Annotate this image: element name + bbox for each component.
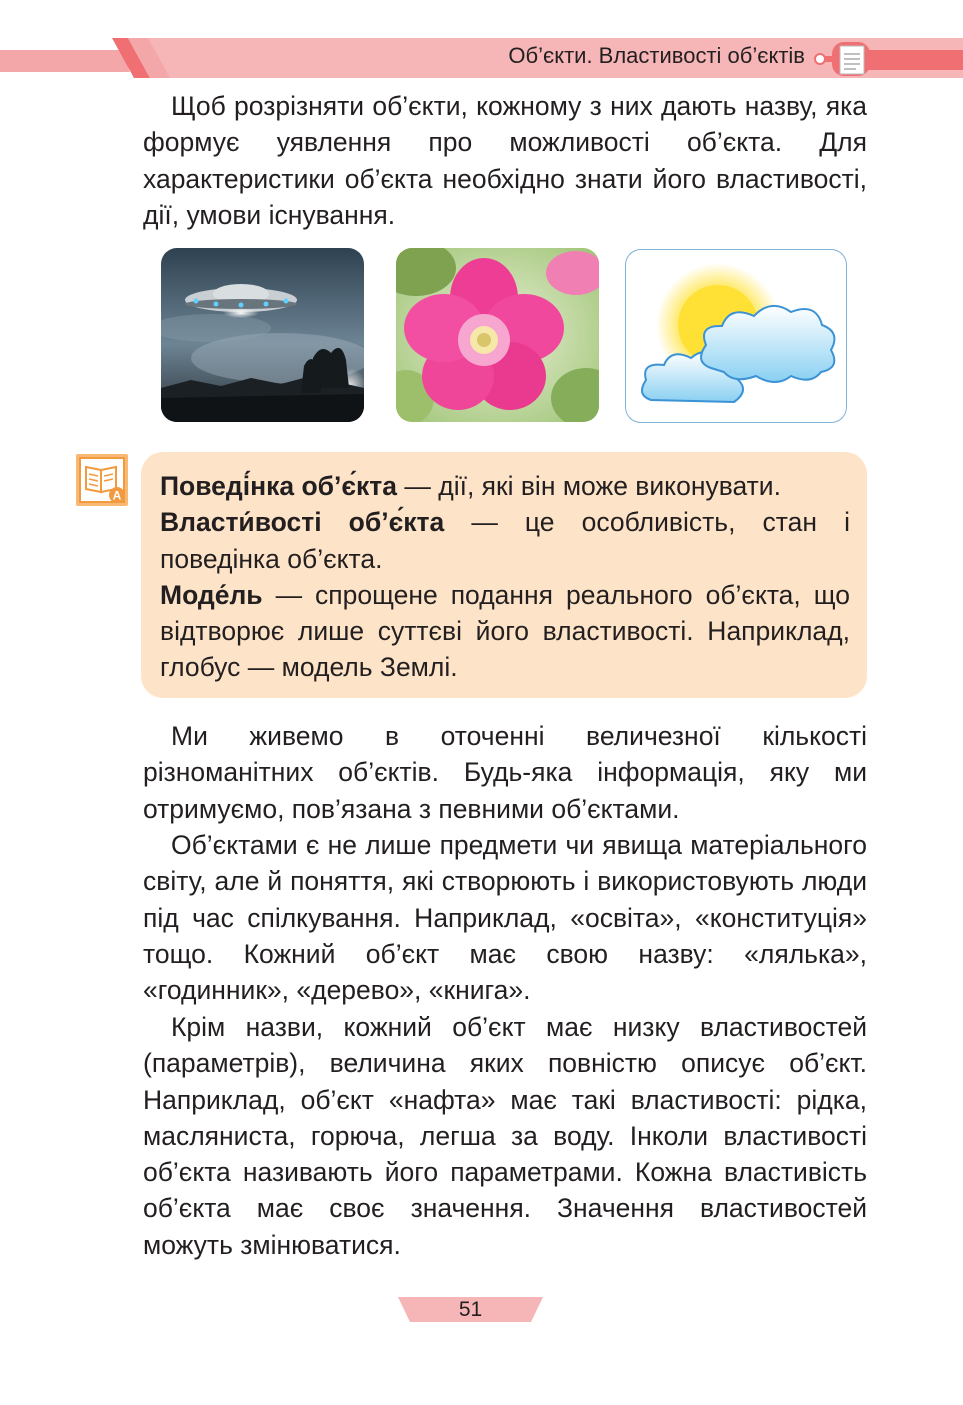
definition-item [160,504,850,577]
svg-text:A: A [112,488,122,503]
body-paragraph: Об’єктами є не лише предмети чи явища матеріального світу, але й поняття, які створюють і використовують люди під час спілкування. Наприклад, «освіта», «конституція» тощо. Кожний об’єкт має свою назву: «лялька», «годинник», «дерево», «книга». [143,830,867,1006]
ufo-photo [161,248,364,422]
definition-term: Власти́вості об’є́кта [160,507,445,538]
sun-clouds-icon [626,250,846,422]
flower-photo [396,248,599,422]
intro-paragraph: Щоб розрізняти об’єкти, кожному з них дають назву, яка формує уявлення про можливості об’єкта. Для характеристики об’єкта необхідно знати його властивості, дії, умови існування. [143,91,867,230]
body-paragraph: Ми живемо в оточенні величезної кількості різноманітних об’єктів. Будь-яка інформація, яку ми отримуємо, пов’язана з певними об’єктами. [143,721,867,824]
definition-term: Моде́ль [160,579,263,610]
definition-term: Поведі́нка об’є́кта [160,471,397,501]
document-tag-icon [812,38,874,80]
flower-icon [396,248,599,422]
definitions-list [160,468,850,686]
definition-text: — дії, які він може виконувати. [397,471,781,501]
definition-item [160,577,850,686]
ufo-icon [161,248,364,422]
body-paragraph: Крім назви, кожний об’єкт має низку властивостей (параметрів), величина яких повністю описує об’єкт. Наприклад, об’єкт «нафта» має такі властивості: рідка, масляниста, горюча, легша за воду. Інколи властивості об’єкта називають його параметрами. Кожна властивість об’єкта має своє значення. Значення властивостей можуть змінюватися. [143,1012,867,1260]
dictionary-book-icon [75,453,129,507]
definition-text: — це особливість, стан і поведінка об’єкта. [160,507,850,574]
sun-clouds-illustration [625,249,847,423]
page-header [0,0,963,90]
definition-item [160,468,850,504]
page-number: 51 [458,1298,483,1321]
definition-text: — спрощене подання реального об’єкта, що відтворює лише суттєві його властивості. Наприклад, глобус — модель Землі. [160,579,850,683]
chapter-title: Об’єкти. Властивості об’єктів [508,43,805,68]
